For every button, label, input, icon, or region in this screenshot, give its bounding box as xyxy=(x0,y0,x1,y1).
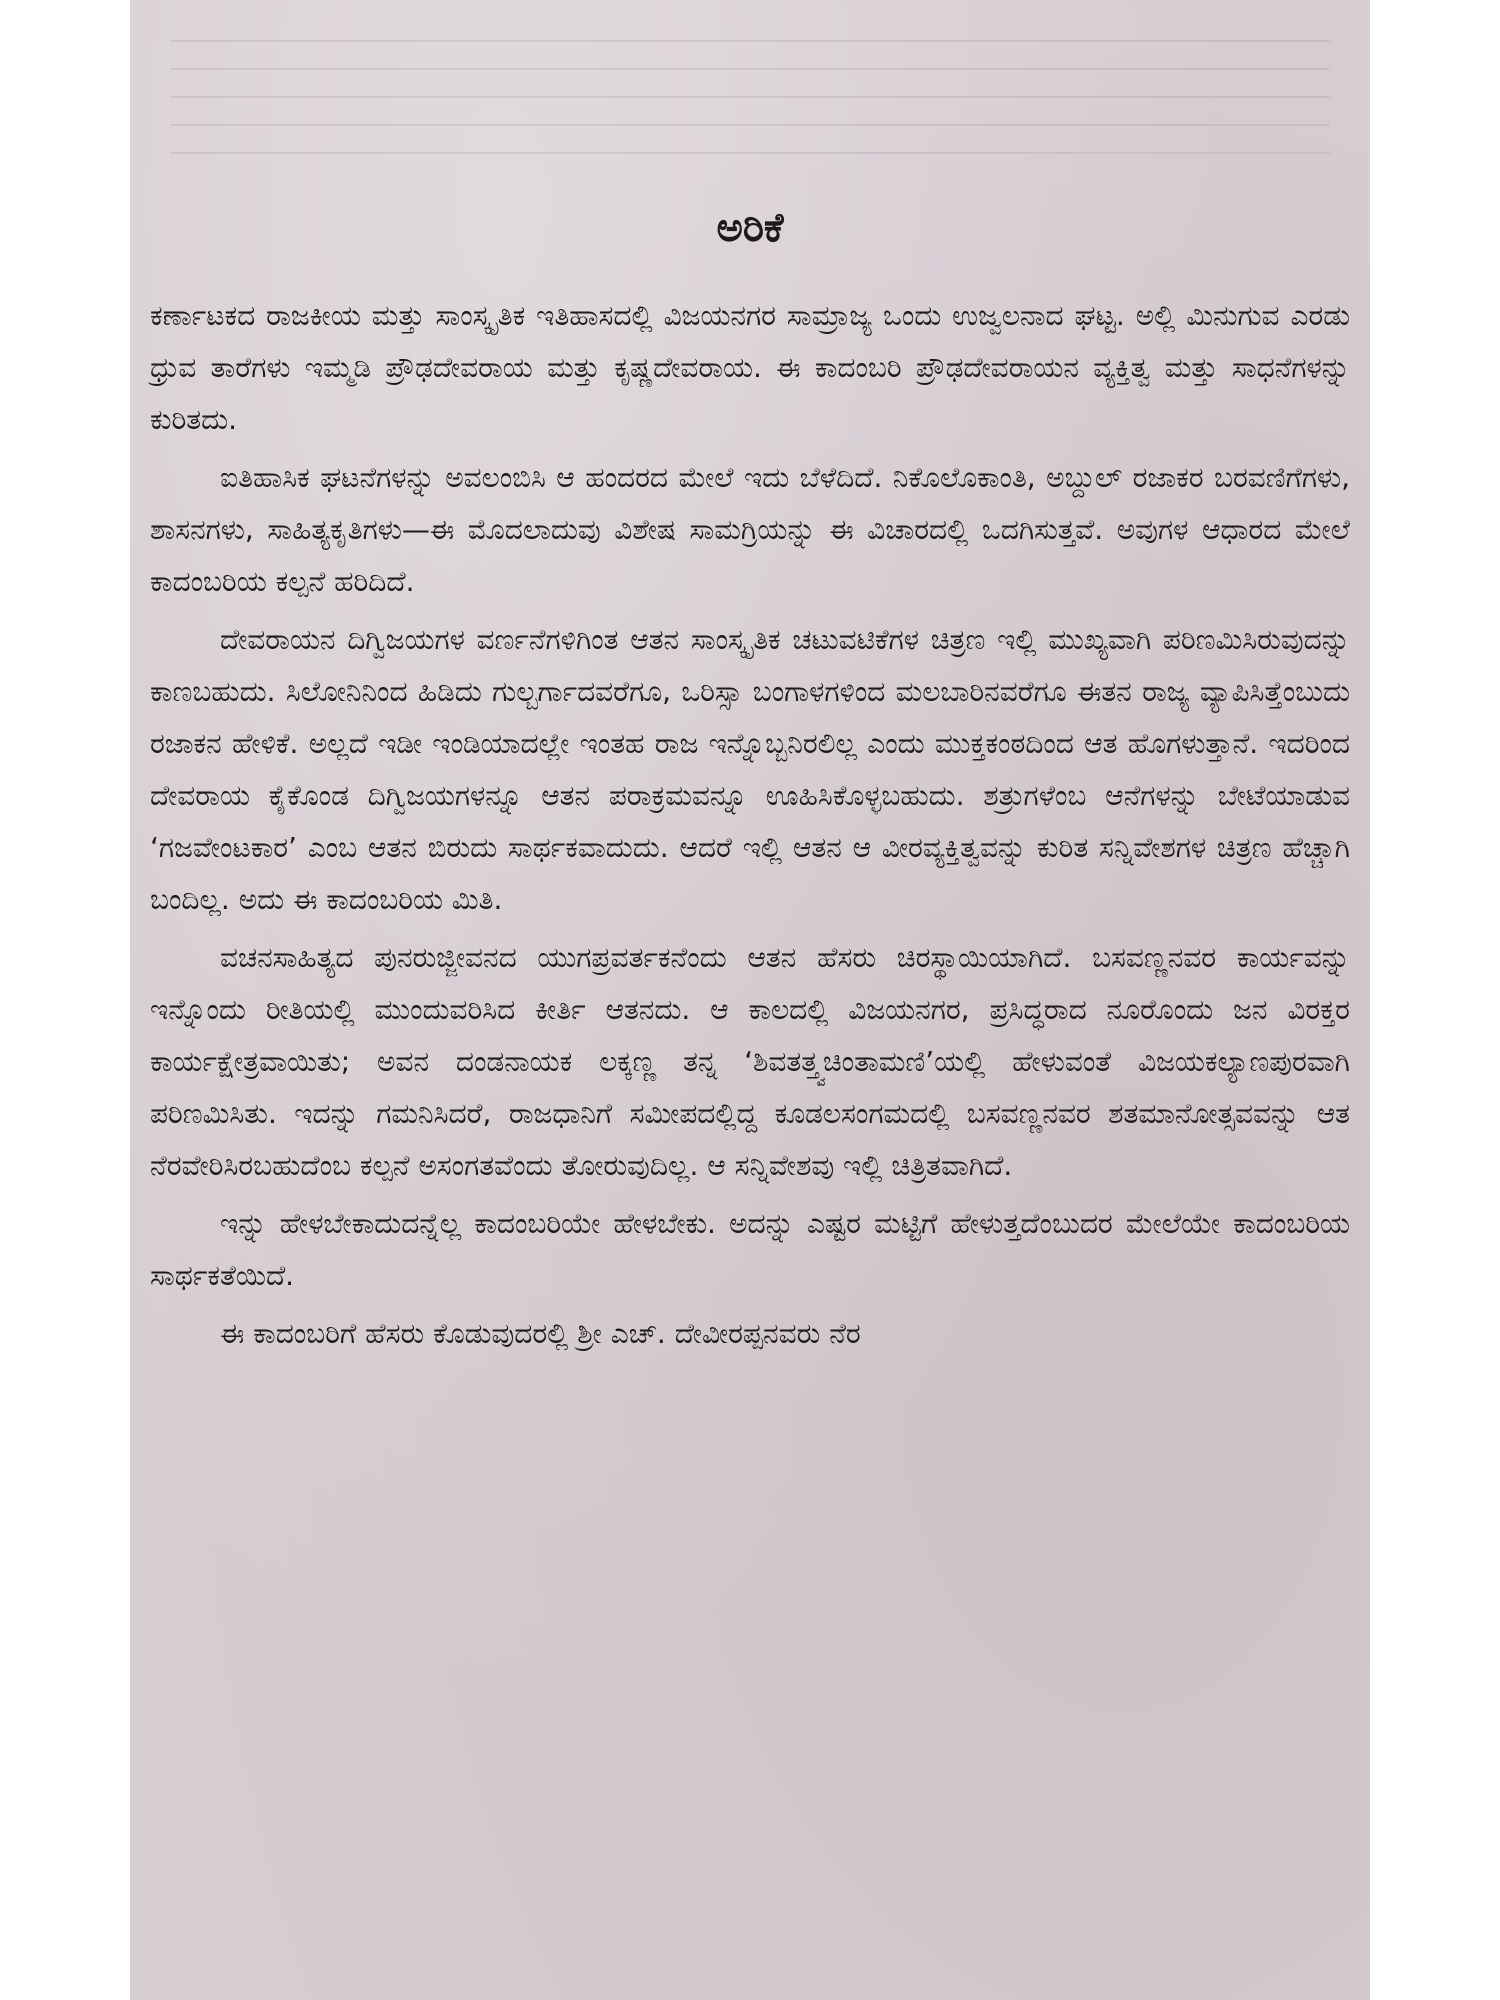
body-text xyxy=(150,290,1350,1366)
show-through-text xyxy=(170,40,1330,190)
paragraph-4: ವಚನಸಾಹಿತ್ಯದ ಪುನರುಜ್ಜೀವನದ ಯುಗಪ್ರವರ್ತಕನೆಂದು ಆತನ ಹೆಸರು ಚಿರಸ್ಥಾಯಿಯಾಗಿದೆ. ಬಸವಣ್ಣನವರ ಕಾರ್ಯವನ್ನು ಇನ್ನೊಂದು ರೀತಿಯಲ್ಲಿ ಮುಂದುವರಿಸಿದ ಕೀರ್ತಿ ಆತನದು. ಆ ಕಾಲದಲ್ಲಿ ವಿಜಯನಗರ, ಪ್ರಸಿದ್ಧರಾದ ನೂರೊಂದು ಜನ ವಿರಕ್ತರ ಕಾರ್ಯಕ್ಷೇತ್ರವಾಯಿತು; ಅವನ ದಂಡನಾಯಕ ಲಕ್ಕಣ್ಣ ತನ್ನ ‘ಶಿವತತ್ತ್ವಚಿಂತಾಮಣಿ’ಯಲ್ಲಿ ಹೇಳುವಂತೆ ವಿಜಯಕಲ್ಯಾಣಪುರವಾಗಿ ಪರಿಣಮಿಸಿತು. ಇದನ್ನು ಗಮನಿಸಿದರೆ, ರಾಜಧಾನಿಗೆ ಸಮೀಪದಲ್ಲಿದ್ದ ಕೂಡಲಸಂಗಮದಲ್ಲಿ ಬಸವಣ್ಣನವರ ಶತಮಾನೋತ್ಸವವನ್ನು ಆತ ನೆರವೇರಿಸಿರಬಹುದೆಂಬ ಕಲ್ಪನೆ ಅಸಂಗತವೆಂದು ತೋರುವುದಿಲ್ಲ. ಆ ಸನ್ನಿವೇಶವು ಇಲ್ಲಿ ಚಿತ್ರಿತವಾಗಿದೆ. xyxy=(150,941,1350,1182)
paragraph-5: ಇನ್ನು ಹೇಳಬೇಕಾದುದನ್ನೆಲ್ಲ ಕಾದಂಬರಿಯೇ ಹೇಳಬೇಕು. ಅದನ್ನು ಎಷ್ಟರ ಮಟ್ಟಿಗೆ ಹೇಳುತ್ತದೆಂಬುದರ ಮೇಲೆಯೇ ಕಾದಂಬರಿಯ ಸಾರ್ಥಕತೆಯಿದೆ. xyxy=(150,1207,1350,1292)
page-title: ಅರಿಕೆ xyxy=(716,205,784,251)
book-page xyxy=(130,0,1370,2000)
paragraph-3: ದೇವರಾಯನ ದಿಗ್ವಿಜಯಗಳ ವರ್ಣನೆಗಳಿಗಿಂತ ಆತನ ಸಾಂಸ್ಕೃತಿಕ ಚಟುವಟಿಕೆಗಳ ಚಿತ್ರಣ ಇಲ್ಲಿ ಮುಖ್ಯವಾಗಿ ಪರಿಣಮಿಸಿರುವುದನ್ನು ಕಾಣಬಹುದು. ಸಿಲೋನಿನಿಂದ ಹಿಡಿದು ಗುಲ್ಬರ್ಗಾದವರೆಗೂ, ಒರಿಸ್ಸಾ ಬಂಗಾಳಗಳಿಂದ ಮಲಬಾರಿನವರೆಗೂ ಈತನ ರಾಜ್ಯ ವ್ಯಾಪಿಸಿತ್ತೆಂಬುದು ರಜಾಕನ ಹೇಳಿಕೆ. ಅಲ್ಲದೆ ಇಡೀ ಇಂಡಿಯಾದಲ್ಲೇ ಇಂತಹ ರಾಜ ಇನ್ನೊಬ್ಬನಿರಲಿಲ್ಲ ಎಂದು ಮುಕ್ತಕಂಠದಿಂದ ಆತ ಹೊಗಳುತ್ತಾನೆ. ಇದರಿಂದ ದೇವರಾಯ ಕೈಕೊಂಡ ದಿಗ್ವಿಜಯಗಳನ್ನೂ ಆತನ ಪರಾಕ್ರಮವನ್ನೂ ಊಹಿಸಿಕೊಳ್ಳಬಹುದು. ಶತ್ರುಗಳೆಂಬ ಆನೆಗಳನ್ನು ಬೇಟೆಯಾಡುವ ‘ಗಜವೇಂಟಕಾರ’ ಎಂಬ ಆತನ ಬಿರುದು ಸಾರ್ಥಕವಾದುದು. ಆದರೆ ಇಲ್ಲಿ ಆತನ ಆ ವೀರವ್ಯಕ್ತಿತ್ವವನ್ನು ಕುರಿತ ಸನ್ನಿವೇಶಗಳ ಚಿತ್ರಣ ಹೆಚ್ಚಾಗಿ ಬಂದಿಲ್ಲ. ಅದು ಈ ಕಾದಂಬರಿಯ ಮಿತಿ. xyxy=(150,623,1350,916)
paragraph-1: ಕರ್ಣಾಟಕದ ರಾಜಕೀಯ ಮತ್ತು ಸಾಂಸ್ಕೃತಿಕ ಇತಿಹಾಸದಲ್ಲಿ ವಿಜಯನಗರ ಸಾಮ್ರಾಜ್ಯ ಒಂದು ಉಜ್ವಲನಾದ ಘಟ್ಟ. ಅಲ್ಲಿ ಮಿನುಗುವ ಎರಡು ಧ್ರುವ ತಾರೆಗಳು ಇಮ್ಮಡಿ ಪ್ರೌಢದೇವರಾಯ ಮತ್ತು ಕೃಷ್ಣದೇವರಾಯ. ಈ ಕಾದಂಬರಿ ಪ್ರೌಢದೇವರಾಯನ ವ್ಯಕ್ತಿತ್ವ ಮತ್ತು ಸಾಧನೆಗಳನ್ನು ಕುರಿತದು. xyxy=(150,299,1350,436)
paragraph-2: ಐತಿಹಾಸಿಕ ಘಟನೆಗಳನ್ನು ಅವಲಂಬಿಸಿ ಆ ಹಂದರದ ಮೇಲೆ ಇದು ಬೆಳೆದಿದೆ. ನಿಕೊಲೊಕಾಂತಿ, ಅಬ್ದುಲ್ ರಜಾಕರ ಬರವಣಿಗೆಗಳು, ಶಾಸನಗಳು, ಸಾಹಿತ್ಯಕೃತಿಗಳು—ಈ ಮೊದಲಾದುವು ವಿಶೇಷ ಸಾಮಗ್ರಿಯನ್ನು ಈ ವಿಚಾರದಲ್ಲಿ ಒದಗಿಸುತ್ತವೆ. ಅವುಗಳ ಆಧಾರದ ಮೇಲೆ ಕಾದಂಬರಿಯ ಕಲ್ಪನೆ ಹರಿದಿದೆ. xyxy=(150,461,1350,598)
paragraph-6: ಈ ಕಾದಂಬರಿಗೆ ಹೆಸರು ಕೊಡುವುದರಲ್ಲಿ ಶ್ರೀ ಎಚ್. ದೇವೀರಪ್ಪನವರು ನೆರ xyxy=(220,1317,861,1350)
